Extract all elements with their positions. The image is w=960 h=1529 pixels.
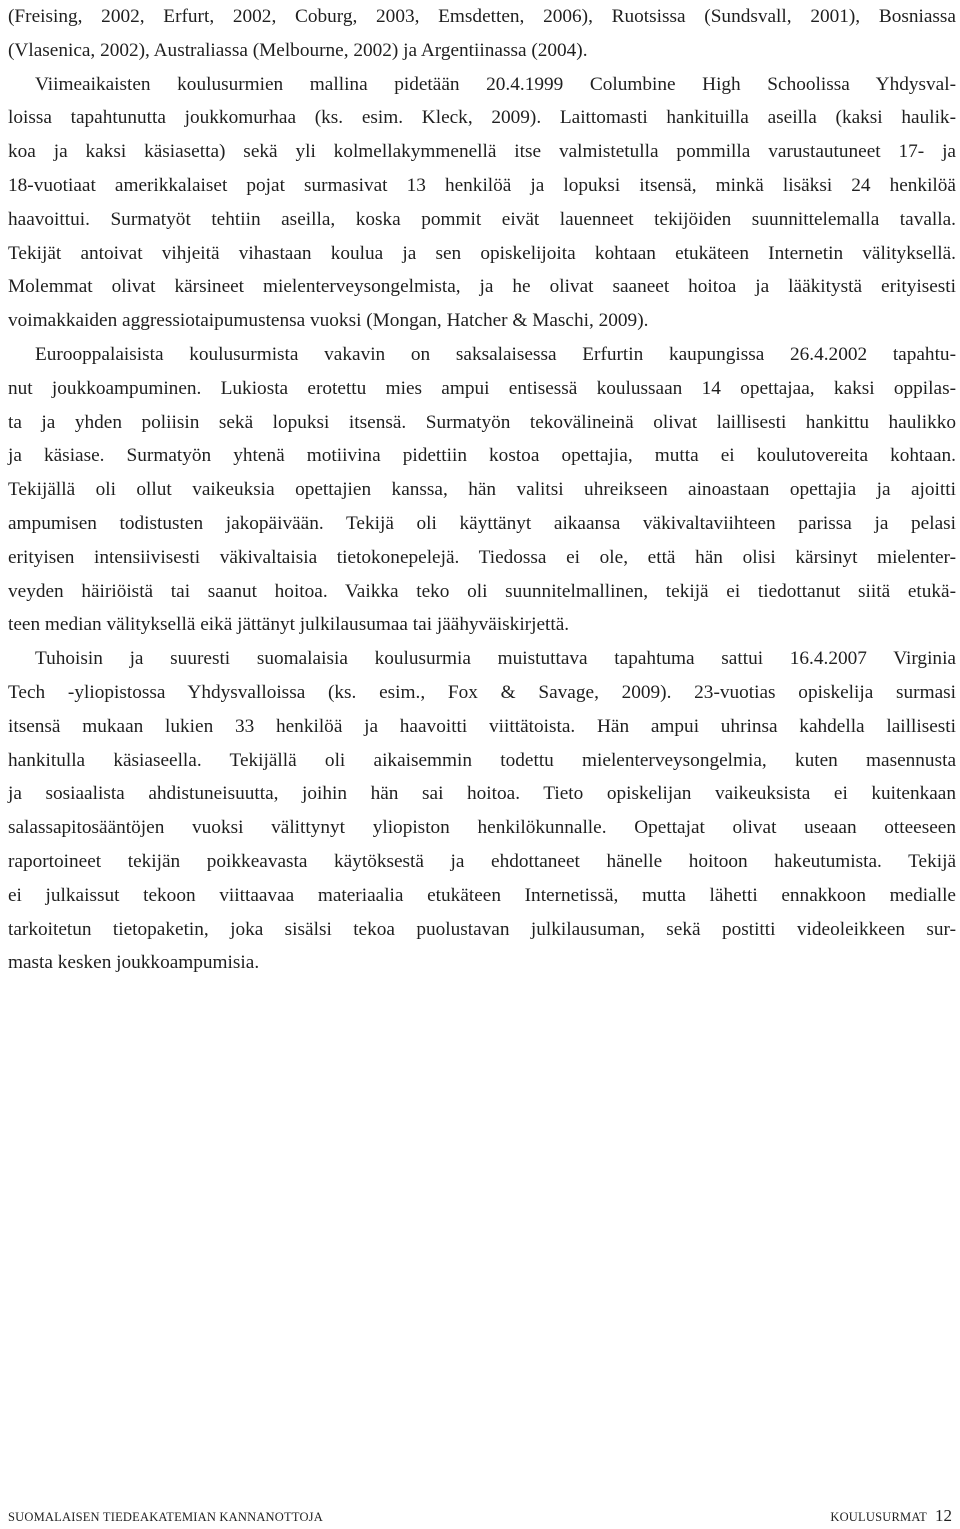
text-line: Viimeaikaisten koulusurmien mallina pidetään 20.4.1999 Columbine High Schoolissa Yhdysval- bbox=[35, 73, 956, 95]
footer-publication-title: SUOMALAISEN TIEDEAKATEMIAN KANNANOTTOJA bbox=[8, 1510, 323, 1524]
text-line: salassapitosääntöjen vuoksi välittynyt yliopiston henkilökunnalle. Opettajat olivat useaan otteeseen bbox=[8, 817, 956, 839]
text-line: loissa tapahtunutta joukkomurhaa (ks. esim. Kleck, 2009). Laittomasti hankituilla aseilla (kaksi haulik- bbox=[8, 107, 956, 129]
footer-right bbox=[830, 1506, 952, 1526]
text-line: ja käsiase. Surmatyön yhtenä motiivina pidettiin kostoa opettajia, mutta ei koulutovereita kohtaan. bbox=[8, 445, 956, 467]
text-line: Tekijällä oli ollut vaikeuksia opettajien kanssa, hän valitsi uhreikseen ainoastaan opettajia ja ajoitti bbox=[8, 479, 956, 501]
text-line: masta kesken joukkoampumisia. bbox=[8, 952, 260, 974]
text-line: ja sosiaalista ahdistuneisuutta, joihin hän sai hoitoa. Tieto opiskelijan vaikeuksista ei kuitenkaan bbox=[8, 783, 956, 805]
page-number: 12 bbox=[935, 1506, 952, 1525]
text-line: Tuhoisin ja suuresti suomalaisia koulusurmia muistuttava tapahtuma sattui 16.4.2007 Virginia bbox=[35, 648, 956, 670]
text-line: Tech -yliopistossa Yhdysvalloissa (ks. esim., Fox & Savage, 2009). 23-vuotias opiskelija surmasi bbox=[8, 681, 956, 703]
text-line: Eurooppalaisista koulusurmista vakavin on saksalaisessa Erfurtin kaupungissa 26.4.2002 tapahtu- bbox=[35, 343, 956, 365]
text-line: Molemmat olivat kärsineet mielenterveysongelmista, ja he olivat saaneet hoitoa ja lääkitystä erityisesti bbox=[8, 276, 956, 298]
text-line: erityisen intensiivisesti väkivaltaisia tietokonepelejä. Tiedossa ei ole, että hän olisi kärsinyt mielenter- bbox=[8, 546, 956, 568]
text-line: nut joukkoampuminen. Lukiosta erotettu mies ampui entisessä koulussaan 14 opettajaa, kaksi oppilas- bbox=[8, 377, 956, 399]
text-line: ta ja yhden poliisin sekä lopuksi itsensä. Surmatyön tekovälineinä olivat laillisesti hankittu haulikko bbox=[8, 411, 956, 433]
text-line: ampumisen todistusten jakopäivään. Tekijä oli käyttänyt aikaansa väkivaltaviihteen parissa ja pelasi bbox=[8, 512, 956, 534]
text-line: veyden häiriöistä tai saanut hoitoa. Vaikka teko oli suunnitelmallinen, tekijä ei tiedottanut siitä etukä- bbox=[8, 580, 956, 602]
text-line: hankitulla käsiaseella. Tekijällä oli aikaisemmin todettu mielenterveysongelmia, kuten masennusta bbox=[8, 749, 956, 771]
body-text bbox=[8, 0, 956, 980]
footer-section-title: KOULUSURMAT bbox=[830, 1510, 927, 1524]
text-line: koa ja kaksi käsiasetta) sekä yli kolmellakymmenellä itse valmistetulla pommilla varustautuneet 17- ja bbox=[8, 141, 956, 163]
text-line: itsensä mukaan lukien 33 henkilöä ja haavoitti viittätoista. Hän ampui uhrinsa kahdella laillisesti bbox=[8, 715, 956, 737]
text-line: raportoineet tekijän poikkeavasta käytöksestä ja ehdottaneet hänelle hoitoon hakeutumista. Tekijä bbox=[8, 850, 956, 872]
text-line: voimakkaiden aggressiotaipumustensa vuoksi (Mongan, Hatcher & Maschi, 2009). bbox=[8, 310, 649, 332]
text-line: (Vlasenica, 2002), Australiassa (Melbourne, 2002) ja Argentiinassa (2004). bbox=[8, 39, 588, 61]
text-line: (Freising, 2002, Erfurt, 2002, Coburg, 2003, Emsdetten, 2006), Ruotsissa (Sundsvall, 2001), Bosniassa bbox=[8, 6, 956, 27]
text-line: Tekijät antoivat vihjeitä vihastaan koulua ja sen opiskelijoita kohtaan etukäteen Internetin välityksellä. bbox=[8, 242, 956, 264]
text-line: ei julkaissut tekoon viittaavaa materiaalia etukäteen Internetissä, mutta lähetti ennakkoon medialle bbox=[8, 884, 956, 906]
text-line: haavoittui. Surmatyöt tehtiin aseilla, koska pommit eivät lauenneet tekijöiden suunnittelemalla tavalla. bbox=[8, 208, 956, 230]
text-line: tarkoitetun tietopaketin, joka sisälsi tekoa puolustavan julkilausuman, sekä postitti videoleikkeen sur- bbox=[8, 918, 956, 940]
text-line: 18-vuotiaat amerikkalaiset pojat surmasivat 13 henkilöä ja lopuksi itsensä, minkä lisäksi 24 henkilöä bbox=[8, 174, 956, 196]
text-line: teen median välityksellä eikä jättänyt julkilausumaa tai jäähyväiskirjettä. bbox=[8, 614, 570, 636]
